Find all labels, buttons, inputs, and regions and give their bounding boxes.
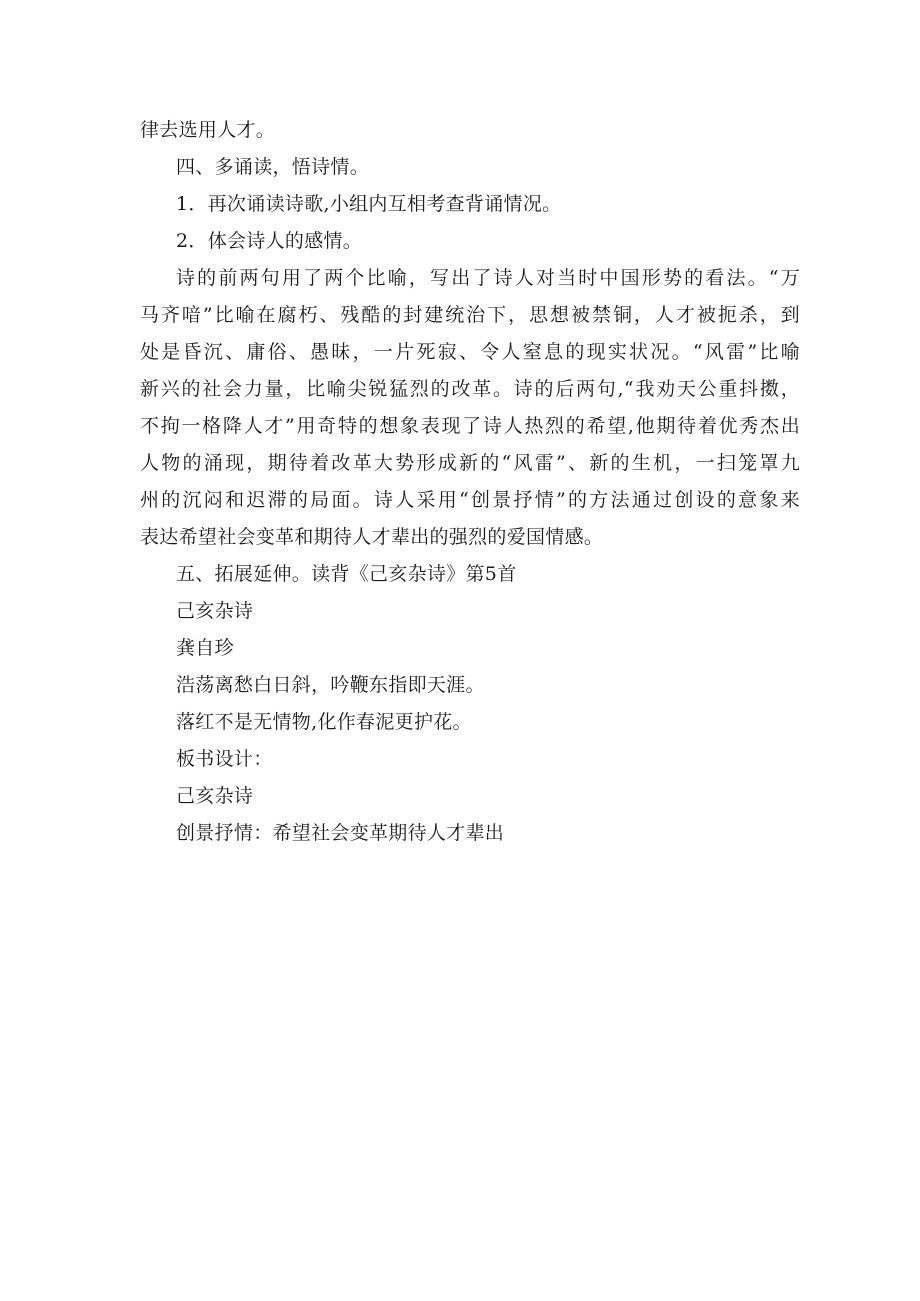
document-body [140,112,800,852]
paragraph-line: 不拘一格降人才”用奇特的想象表现了诗人热烈的希望,他期待着优秀杰出 [140,415,800,437]
analysis-paragraph [140,260,800,556]
poem-line-1: 浩荡离愁白日斜，吟鞭东指即天涯。 [176,674,485,696]
paragraph-line: 新兴的社会力量，比喻尖锐猛烈的改革。诗的后两句,“我劝天公重抖擞， [140,378,800,400]
poem-title: 己亥杂诗 [176,600,254,622]
paragraph-line: 诗的前两句用了两个比喻，写出了诗人对当时中国形势的看法。“万 [176,267,800,289]
paragraph-line: 州的沉闷和迟滞的局面。诗人采用“创景抒情”的方法通过创设的意象来 [140,489,800,511]
paragraph-line: 表达希望社会变革和期待人才辈出的强烈的爱国情感。 [140,526,604,548]
section-four-heading: 四、多诵读，悟诗情。 [176,156,370,178]
poem-line-2: 落红不是无情物,化作春泥更护花。 [176,711,472,733]
board-summary: 创景抒情：希望社会变革期待人才辈出 [176,822,505,844]
board-design-heading: 板书设计： [176,748,273,770]
section-four-item-1: 1．再次诵读诗歌,小组内互相考查背诵情况。 [176,193,562,215]
section-five-heading: 五、拓展延伸。读背《己亥杂诗》第5首 [176,563,517,585]
paragraph-line: 马齐喑”比喻在腐朽、残酷的封建统治下，思想被禁铜，人才被扼杀，到 [140,304,800,326]
paragraph-line: 人物的涌现，期待着改革大势形成新的“风雷”、新的生机，一扫笼罩九 [140,452,800,474]
paragraph-line: 处是昏沉、庸俗、愚昧，一片死寂、令人窒息的现实状况。“风雷”比喻 [140,341,800,363]
poem-author: 龚自珍 [176,637,234,659]
continuation-line: 律去选用人才。 [140,119,276,141]
board-title: 己亥杂诗 [176,785,254,807]
section-four-item-2: 2．体会诗人的感情。 [176,230,363,252]
